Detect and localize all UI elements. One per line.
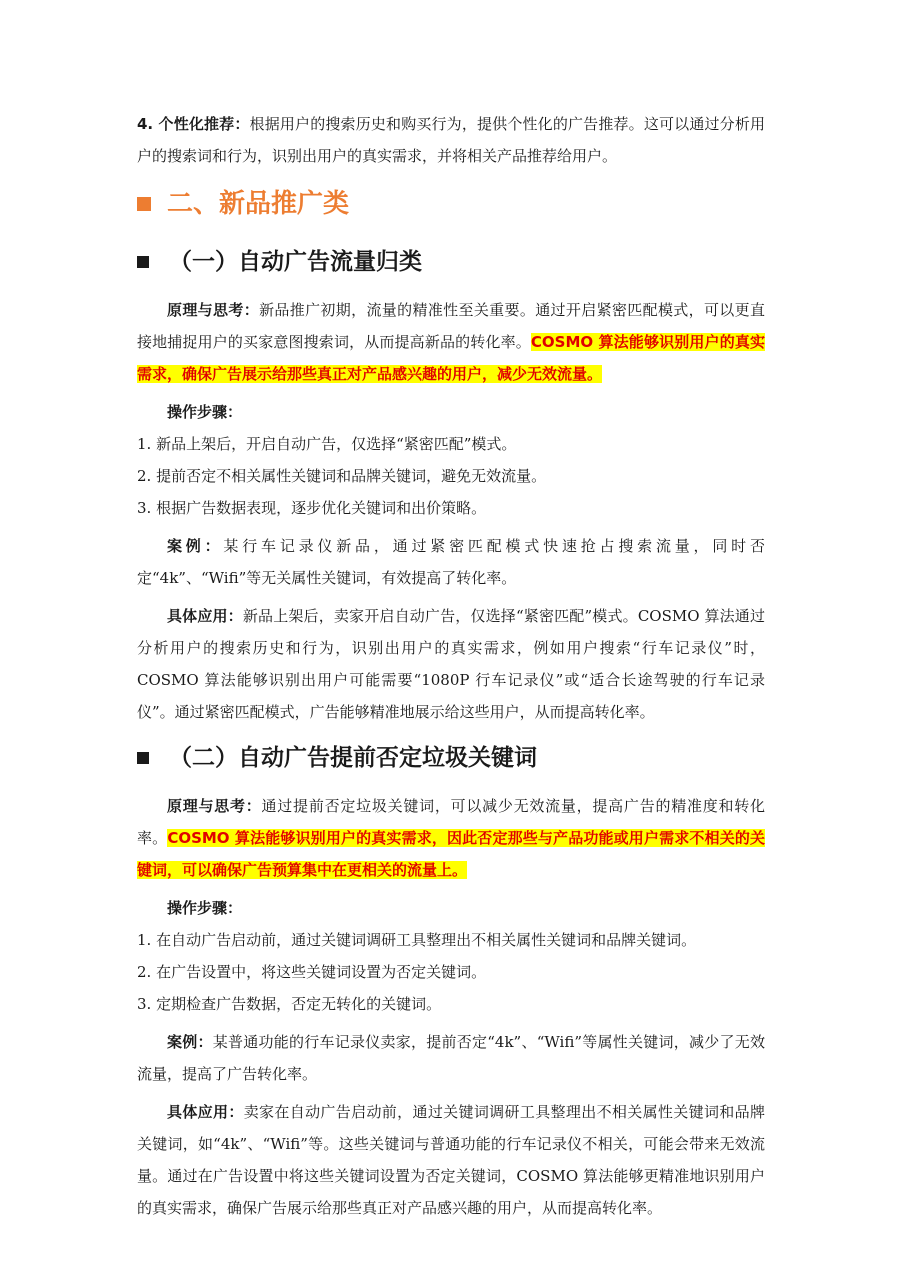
application-paragraph [137, 600, 765, 728]
case-text: 某行车记录仪新品，通过紧密匹配模式快速抢占搜索流量，同时否定“4k”、“Wifi”等无关属性关键词，有效提高了转化率。 [137, 537, 765, 587]
application-paragraph [137, 1096, 765, 1224]
section-title: 二、新品推广类 [167, 189, 350, 219]
application-label: 具体应用： [167, 1103, 244, 1121]
steps-label: 操作步骤： [167, 899, 243, 917]
square-bullet-icon [137, 256, 149, 268]
document-page [137, 108, 765, 1224]
principle-highlight: COSMO 算法能够识别用户的真实需求，因此否定那些与产品功能或用户需求不相关的关键词，可以确保广告预算集中在更相关的流量上。 [137, 829, 765, 879]
principle-label: 原理与思考： [167, 301, 260, 319]
steps-heading [137, 892, 765, 924]
case-label: 案例： [167, 1033, 213, 1051]
section-heading [137, 182, 765, 226]
application-label: 具体应用： [167, 607, 243, 625]
application-text: 新品上架后，卖家开启自动广告，仅选择“紧密匹配”模式。COSMO 算法通过分析用户的搜索历史和行为，识别出用户的真实需求，例如用户搜索“行车记录仪”时，COSMO 算法能够识别出用户可能需要“1080P 行车记录仪”或“适合长途驾驶的行车记录仪”。通过紧密匹配模式，广告能够精准地展示给这些用户，从而提高转化率。 [137, 607, 765, 721]
square-bullet-icon [137, 197, 151, 211]
case-text: 某普通功能的行车记录仪卖家，提前否定“4k”、“Wifi”等属性关键词，减少了无效流量，提高了广告转化率。 [137, 1033, 765, 1083]
intro-label: 4. 个性化推荐： [137, 115, 250, 133]
case-paragraph [137, 530, 765, 594]
step-item: 3. 根据广告数据表现，逐步优化关键词和出价策略。 [137, 499, 487, 517]
intro-paragraph [137, 108, 765, 172]
subsection-heading-2 [137, 736, 765, 780]
step-item: 1. 在自动广告启动前，通过关键词调研工具整理出不相关属性关键词和品牌关键词。 [137, 931, 697, 949]
step-item: 3. 定期检查广告数据，否定无转化的关键词。 [137, 995, 442, 1013]
principle-highlight: COSMO 算法能够识别用户的真实需求，确保广告展示给那些真正对产品感兴趣的用户，减少无效流量。 [137, 333, 765, 383]
principle-paragraph [137, 790, 765, 886]
case-label: 案例： [167, 537, 224, 555]
square-bullet-icon [137, 752, 149, 764]
application-text: 卖家在自动广告启动前，通过关键词调研工具整理出不相关属性关键词和品牌关键词，如“4k”、“Wifi”等。这些关键词与普通功能的行车记录仪不相关，可能会带来无效流量。通过在广告设置中将这些关键词设置为否定关键词，COSMO 算法能够更精准地识别用户的真实需求，确保广告展示给那些真正对产品感兴趣的用户，从而提高转化率。 [137, 1103, 765, 1217]
principle-label: 原理与思考： [167, 797, 262, 815]
principle-paragraph [137, 294, 765, 390]
subsection-title: （一）自动广告流量归类 [169, 249, 422, 275]
subsection-title: （二）自动广告提前否定垃圾关键词 [169, 745, 537, 771]
steps-heading [137, 396, 765, 428]
step-item: 1. 新品上架后，开启自动广告，仅选择“紧密匹配”模式。 [137, 435, 517, 453]
case-paragraph [137, 1026, 765, 1090]
principle-text: 新品推广初期，流量的精准性至关重要。通过开启紧密匹配模式，可以更直接地捕捉用户的买家意图搜索词，从而提高新品的转化率。 [137, 301, 765, 351]
step-item: 2. 提前否定不相关属性关键词和品牌关键词，避免无效流量。 [137, 467, 547, 485]
step-item: 2. 在广告设置中，将这些关键词设置为否定关键词。 [137, 963, 487, 981]
steps-label: 操作步骤： [167, 403, 243, 421]
principle-text: 通过提前否定垃圾关键词，可以减少无效流量，提高广告的精准度和转化率。 [137, 797, 765, 847]
intro-text: 根据用户的搜索历史和购买行为，提供个性化的广告推荐。这可以通过分析用户的搜索词和行为，识别出用户的真实需求，并将相关产品推荐给用户。 [137, 115, 766, 165]
subsection-heading-1 [137, 240, 765, 284]
